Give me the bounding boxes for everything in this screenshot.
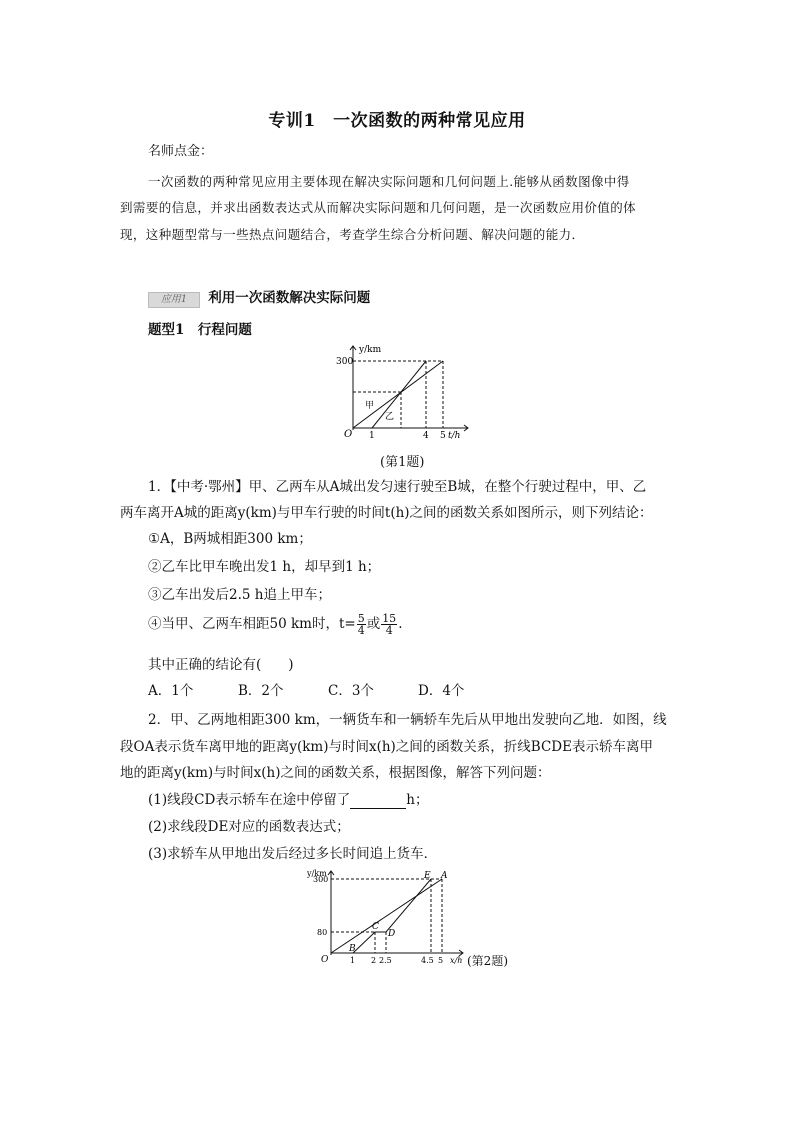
fig1-label-jia: 甲 bbox=[365, 401, 375, 411]
fig2-y-label: y/km bbox=[307, 869, 327, 878]
q1-conclusion-2: ②乙车比甲车晚出发1 h，却早到1 h； bbox=[148, 559, 381, 575]
fig1-line-yi bbox=[372, 361, 426, 428]
q1-conclusion-1: ①A，B两城相距300 km； bbox=[148, 531, 312, 547]
fig2-segment-OA bbox=[331, 879, 442, 953]
fig1-label-yi: 乙 bbox=[385, 412, 395, 422]
q2-line-1: 2．甲、乙两地相距300 km，一辆货车和一辆轿车先后从甲地出发驶向乙地．如图，线 bbox=[148, 712, 667, 728]
figure-2-caption: (第2题) bbox=[467, 954, 508, 968]
q1-line-1: 1．【中考·鄂州】甲、乙两车从A城出发匀速行驶至B城，在整个行驶过程中，甲、乙 bbox=[148, 479, 647, 495]
fig2-polyline-BCDE bbox=[353, 879, 431, 953]
fig1-x-tick-1: 1 bbox=[369, 431, 375, 440]
intro-line-3: 现，这种题型常与一些热点问题结合，考查学生综合分析问题、解决问题的能力． bbox=[120, 227, 585, 242]
figure-2-graph bbox=[305, 865, 480, 970]
q2-line-3: 地的距离y(km)与时间x(h)之间的函数关系，根据图像，解答下列问题： bbox=[120, 765, 551, 781]
fraction-15-4: $\frac{15}{4}$ bbox=[382, 612, 397, 637]
fig1-origin: O bbox=[344, 429, 353, 440]
q1-line-2: 两车离开A城的距离y(km)与甲车行驶的时间t(h)之间的函数关系如图所示，则下列结论： bbox=[120, 505, 653, 521]
fig1-x-tick-5: 5 bbox=[440, 431, 446, 440]
intro-line-2: 到需要的信息，并求出函数表达式从而解决实际问题和几何问题，是一次函数应用价值的体 bbox=[120, 200, 637, 215]
page-title: 专训1 一次函数的两种常见应用 bbox=[268, 111, 526, 131]
q1-ask: 其中正确的结论有( ) bbox=[148, 657, 294, 673]
fig2-y-tick-300: 300 bbox=[313, 875, 329, 884]
q1-c4-text: ④当甲、乙两车相距50 km时，t= bbox=[148, 616, 356, 632]
fig1-x-label: t/h bbox=[448, 431, 461, 440]
fig2-point-A: A bbox=[441, 871, 448, 881]
q2-line-2: 段OA表示货车离甲地的距离y(km)与时间x(h)之间的函数关系，折线BCDE表示轿车离甲 bbox=[120, 739, 653, 755]
q1-option-c: C．3个 bbox=[328, 683, 374, 699]
fig2-point-D: D bbox=[388, 929, 396, 939]
q1-options bbox=[148, 682, 508, 700]
tips-heading: 名师点金： bbox=[148, 144, 214, 159]
figure-1-graph bbox=[335, 340, 475, 440]
fig2-x-label: x/h bbox=[450, 956, 463, 965]
q1-option-a: A．1个 bbox=[148, 683, 194, 699]
q2-sub-2: (2)求线段DE对应的函数表达式； bbox=[148, 819, 350, 835]
q2-sub-3: (3)求轿车从甲地出发后经过多长时间追上货车． bbox=[148, 846, 438, 862]
fig2-point-B: B bbox=[349, 944, 356, 954]
section-badge: 应用1 bbox=[148, 292, 200, 308]
q1-option-d: D．4个 bbox=[418, 683, 465, 699]
q1-option-b: B．2个 bbox=[238, 683, 284, 699]
fig1-line-jia bbox=[353, 361, 443, 428]
fig2-x-tick-2: 2 bbox=[371, 956, 377, 965]
fig2-x-tick-4-5: 4.5 bbox=[421, 956, 434, 965]
fig2-y-tick-80: 80 bbox=[317, 928, 328, 937]
intro-line-1: 一次函数的两种常见应用主要体现在解决实际问题和几何问题上.能够从函数图像中得 bbox=[148, 174, 630, 189]
fig2-x-tick-2-5: 2.5 bbox=[379, 956, 392, 965]
q2-sub-1: (1)线段CD表示轿车在途中停留了 h； bbox=[148, 792, 429, 808]
q1-conclusion-4: ④当甲、乙两车相距50 km时，t= $\frac{5}{4}$ 或 $\frac{15}{4}$ . bbox=[148, 612, 403, 637]
fig1-y-tick-300: 300 bbox=[336, 357, 354, 367]
fig2-x-tick-5: 5 bbox=[438, 956, 444, 965]
q1-c4-or: 或 bbox=[366, 616, 381, 632]
answer-blank[interactable] bbox=[350, 794, 406, 809]
type-1-heading: 题型1 行程问题 bbox=[148, 322, 252, 338]
fig2-point-E: E bbox=[424, 871, 431, 881]
fig2-origin: O bbox=[321, 955, 329, 965]
fig1-x-tick-4: 4 bbox=[423, 431, 429, 440]
q1-conclusion-3: ③乙车出发后2.5 h追上甲车； bbox=[148, 587, 331, 603]
fig2-point-C: C bbox=[372, 922, 379, 932]
section-1-header bbox=[148, 286, 370, 308]
fraction-5-4: $\frac{5}{4}$ bbox=[357, 612, 365, 637]
fig1-y-label: y/km bbox=[359, 345, 382, 355]
fig2-x-tick-1: 1 bbox=[350, 956, 356, 965]
figure-1-caption: (第1题) bbox=[380, 455, 425, 470]
section-1-title: 利用一次函数解决实际问题 bbox=[208, 290, 371, 306]
